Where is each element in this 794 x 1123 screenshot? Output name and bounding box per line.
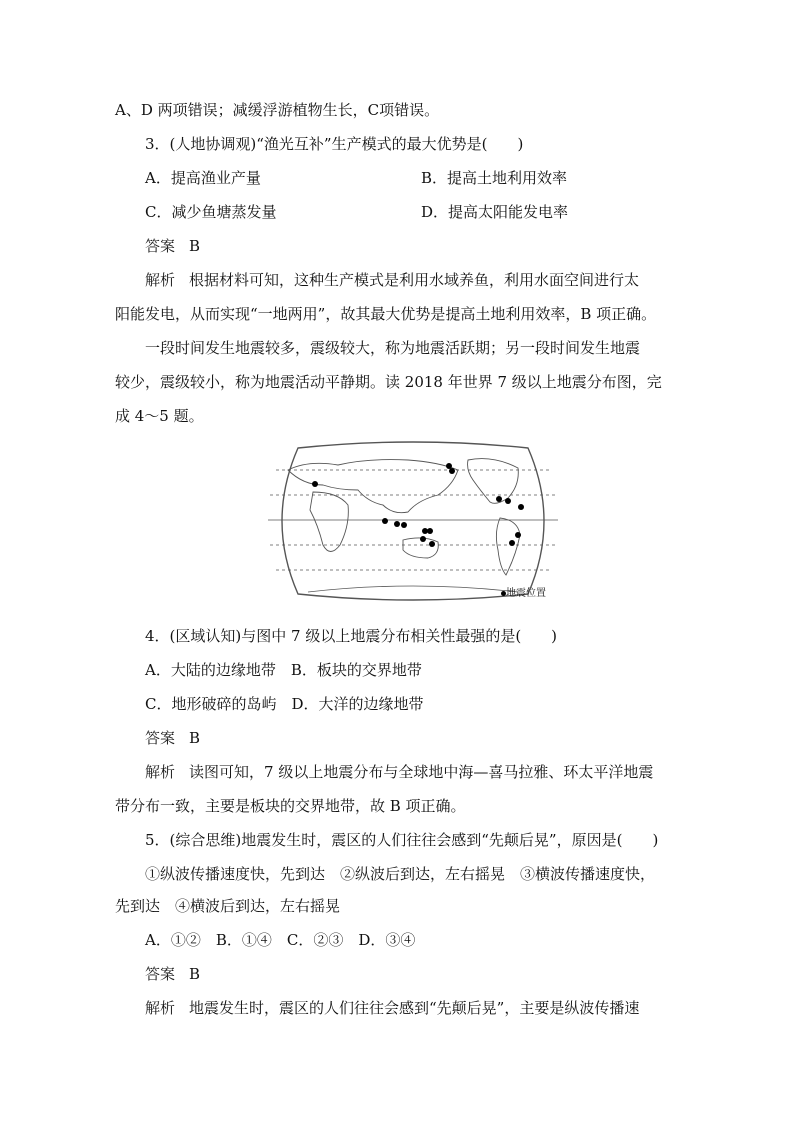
statements: ①纵波传播速度快，先到达 ②纵波后到达，左右摇晃 ③横波传播速度快， — [145, 865, 656, 883]
answer-4 — [145, 728, 200, 748]
earthquake-dot — [449, 468, 455, 474]
earthquake-dot — [509, 540, 515, 546]
earthquake-dot — [420, 536, 426, 542]
intro-text: 较少，震级较小，称为地震活动平静期。读 2018 年世界 7 级以上地震分布图，完 — [115, 373, 662, 391]
earthquake-dot — [382, 518, 388, 524]
explanation-text: 读图可知，7 级以上地震分布与全球地中海—喜马拉雅、环太平洋地震 — [189, 763, 654, 781]
option-row — [145, 168, 261, 188]
answer-label: 答案 — [145, 729, 176, 747]
earthquake-dot — [496, 496, 502, 502]
earthquake-dot — [401, 522, 407, 528]
intro-text: 一段时间发生地震较多，震级较大，称为地震活跃期；另一段时间发生地震 — [145, 339, 641, 357]
map-frame — [282, 442, 544, 600]
earthquake-dot — [446, 463, 452, 469]
continent-africa — [310, 492, 348, 552]
answer-5 — [145, 964, 200, 984]
text-line: A、D 两项错误；减缓浮游植物生长，C项错误。 — [115, 101, 440, 119]
option-c: C．减少鱼塘蒸发量 — [145, 203, 277, 221]
explanation-text: 根据材料可知，这种生产模式是利用水域养鱼，利用水面空间进行太 — [189, 271, 640, 289]
intro-text: 成 4～5 题。 — [115, 407, 204, 425]
explanation-text: 地震发生时，震区的人们往往会感到“先颠后晃”，主要是纵波传播速 — [189, 999, 640, 1017]
earthquake-dot — [394, 521, 400, 527]
question-4: 4．(区域认知)与图中 7 级以上地震分布相关性最强的是( ) — [145, 627, 558, 645]
map-legend — [501, 588, 546, 600]
answer-label: 答案 — [145, 965, 176, 983]
question-3: 3．(人地协调观)“渔光互补”生产模式的最大优势是( ) — [145, 135, 524, 153]
option-b: B．提高土地利用效率 — [421, 169, 568, 187]
explanation-5 — [145, 998, 639, 1018]
options-cd: C．地形破碎的岛屿 D．大洋的边缘地带 — [145, 695, 424, 713]
continent-antarctica — [308, 586, 518, 592]
explanation-label: 解析 — [145, 763, 176, 781]
answer-value: B — [189, 237, 201, 255]
continent-north-america — [468, 459, 519, 504]
earthquake-dot — [518, 504, 524, 510]
explanation-text: 阳能发电，从而实现“一地两用”，故其最大优势是提高土地利用效率，B 项正确。 — [115, 305, 657, 323]
continent-south-america — [496, 518, 520, 575]
explanation-4 — [145, 762, 653, 782]
earthquake-dot — [312, 481, 318, 487]
explanation-text: 带分布一致，主要是板块的交界地带，故 B 项正确。 — [115, 797, 466, 815]
legend-label: 地震位置 — [506, 588, 546, 599]
answer-3 — [145, 236, 200, 256]
option-a: A．提高渔业产量 — [145, 169, 261, 187]
earthquake-dot — [429, 541, 435, 547]
earthquake-dot — [515, 532, 521, 538]
world-earthquake-map — [268, 440, 558, 602]
earthquake-dot — [427, 528, 433, 534]
explanation-3 — [145, 270, 639, 290]
answer-label: 答案 — [145, 237, 176, 255]
answer-value: B — [189, 965, 201, 983]
choices-5: A．①② B．①④ C．②③ D．③④ — [145, 931, 416, 949]
explanation-label: 解析 — [145, 271, 176, 289]
question-5: 5．(综合思维)地震发生时，震区的人们往往会感到“先颠后晃”，原因是( ) — [145, 831, 659, 849]
answer-value: B — [189, 729, 201, 747]
earthquake-dot — [505, 498, 511, 504]
continent-australia — [403, 538, 438, 558]
statements: 先到达 ④横波后到达，左右摇晃 — [115, 897, 341, 915]
option-d: D．提高太阳能发电率 — [421, 203, 569, 221]
options-ab: A．大陆的边缘地带 B．板块的交界地带 — [145, 661, 422, 679]
explanation-label: 解析 — [145, 999, 176, 1017]
